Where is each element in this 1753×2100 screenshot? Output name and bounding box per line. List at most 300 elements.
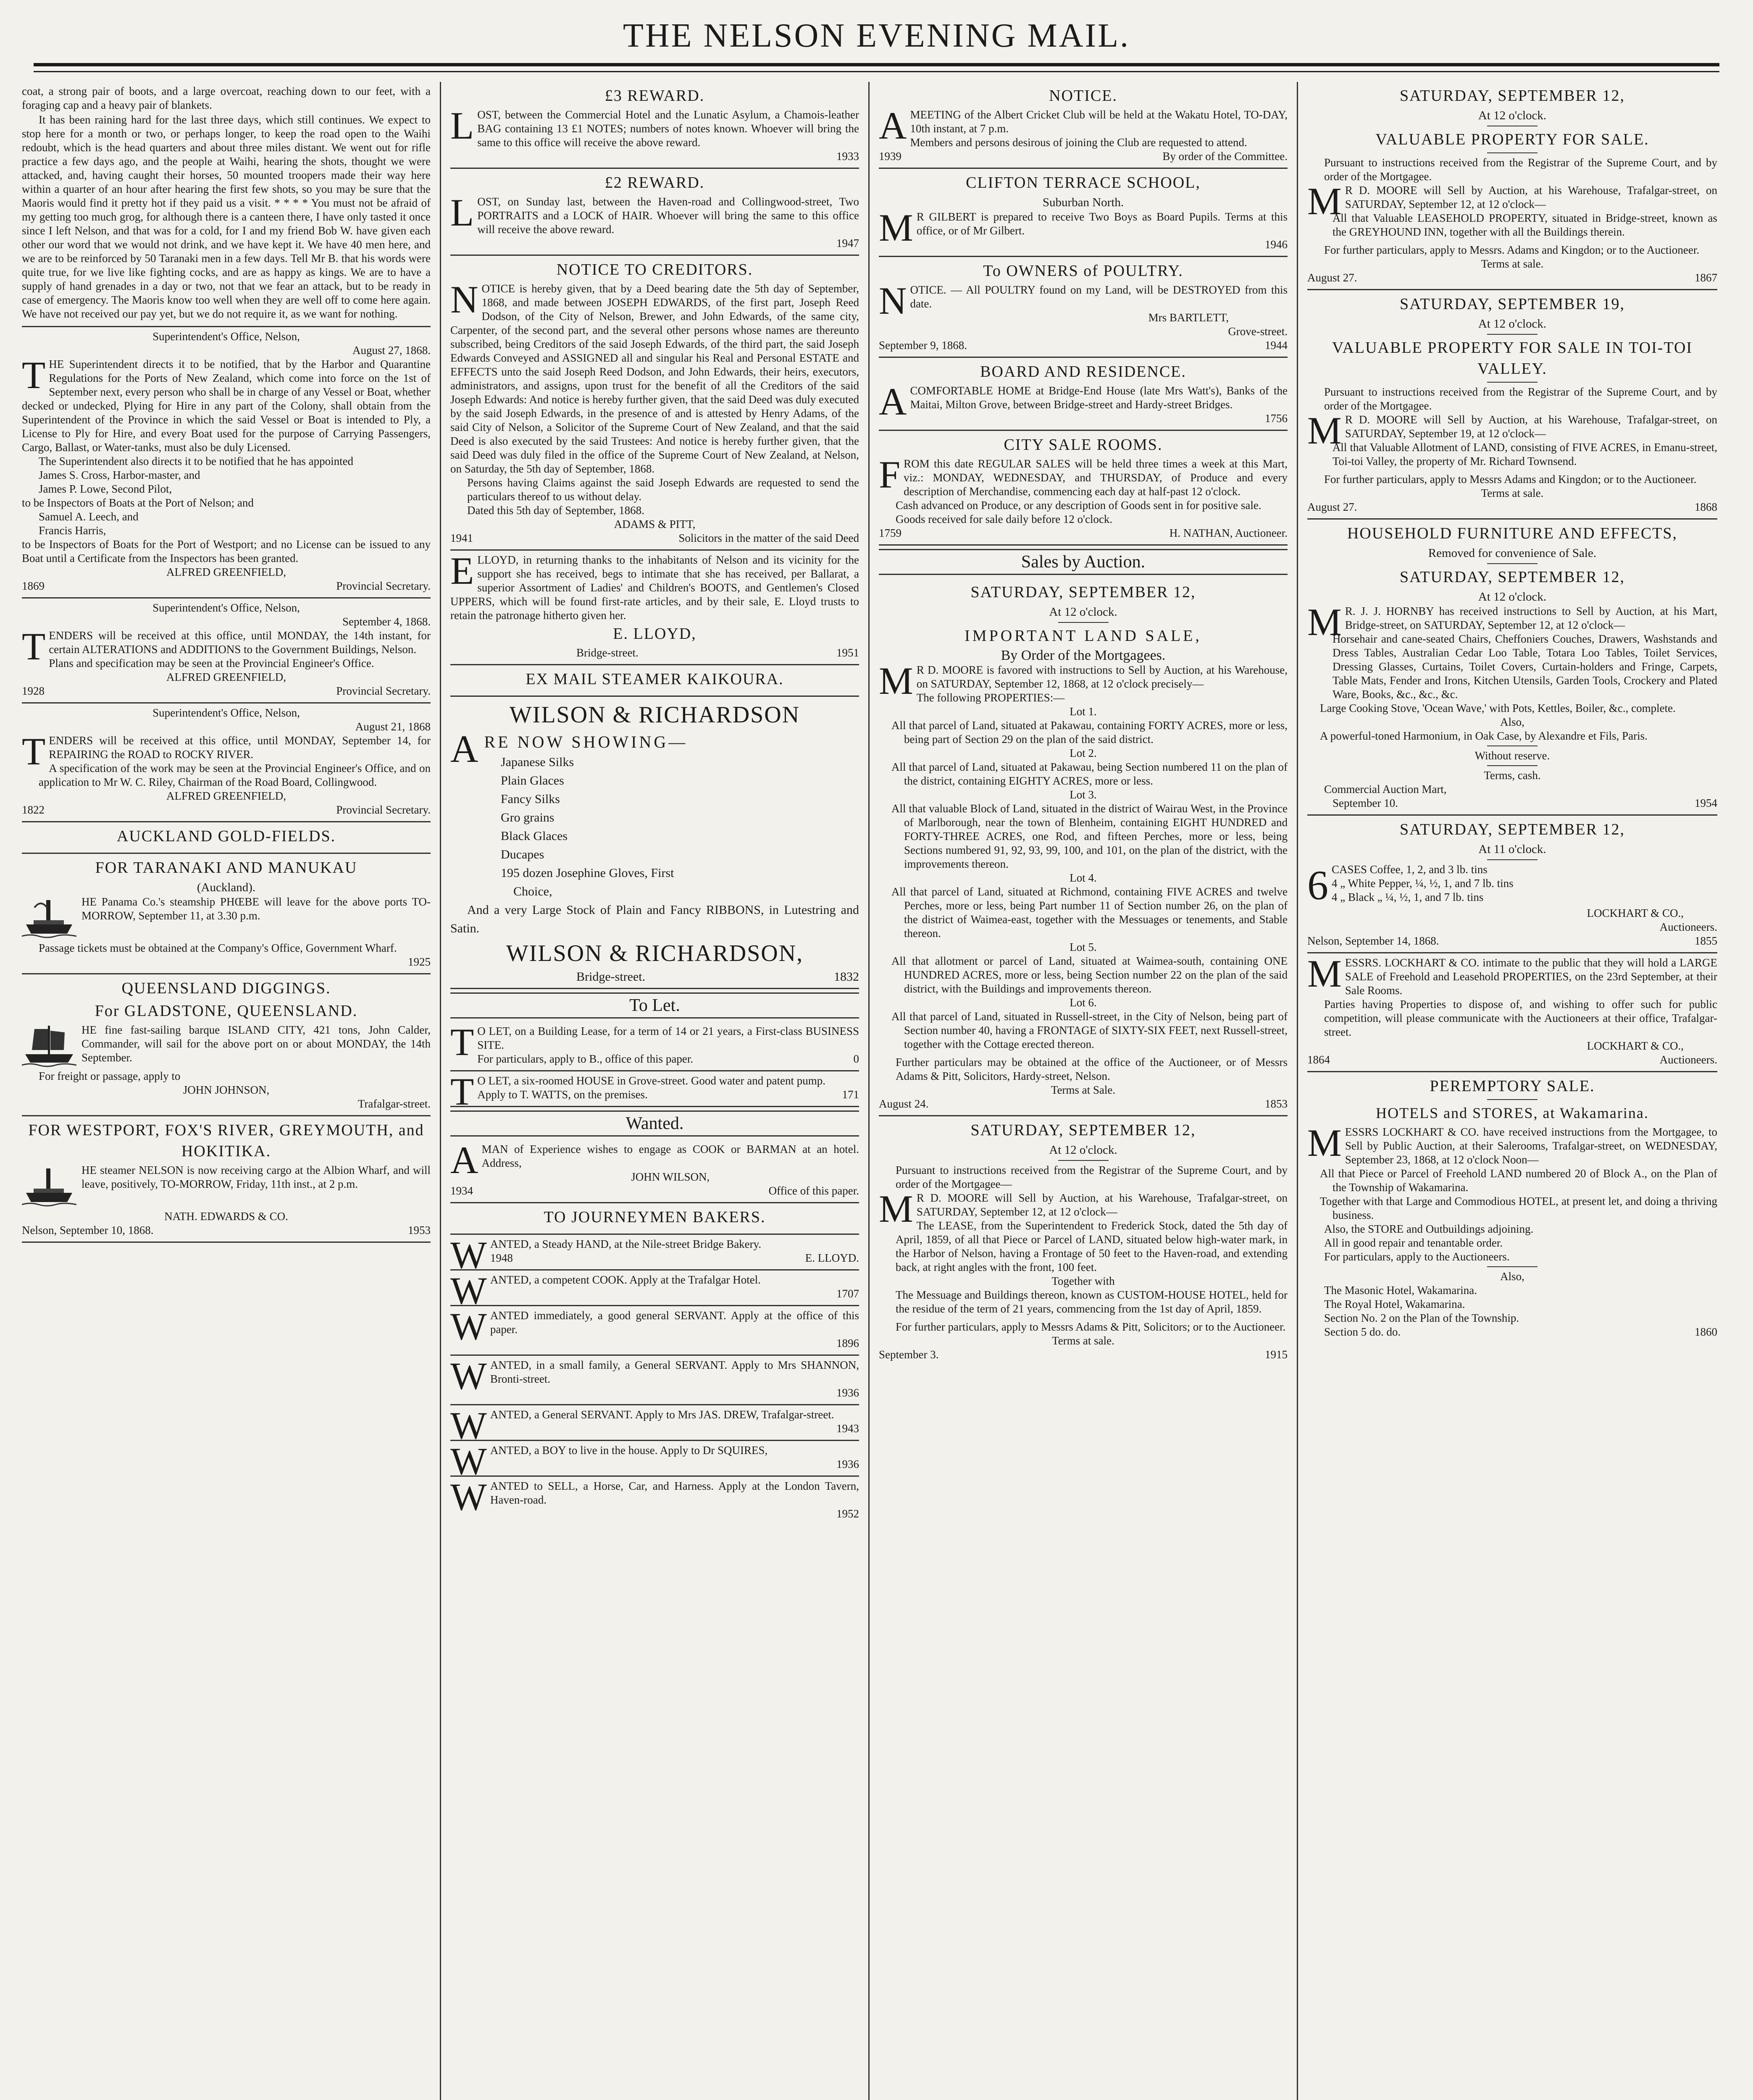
ad-body: For further particulars, apply to Messrs Adams & Pitt, Solicitors; or to the Auctioneer. <box>896 1320 1286 1333</box>
ad-heading: IMPORTANT LAND SALE, <box>965 627 1202 645</box>
ad-signer: LOCKHART & CO., <box>1587 907 1684 919</box>
dropcap: L <box>450 191 474 234</box>
ad-heading: NOTICE. <box>1049 87 1117 105</box>
ad-heading: VALUABLE PROPERTY FOR SALE. <box>1375 131 1649 148</box>
ad-terms: Terms, cash. <box>1484 769 1541 782</box>
ad-heading: AUCKLAND GOLD-FIELDS. <box>116 827 336 845</box>
dropcap: T <box>450 1021 474 1063</box>
divider <box>1487 382 1537 383</box>
ad-subheading: Removed for convenience of Sale. <box>1428 546 1597 560</box>
ad-body: HE steamer NELSON is now receiving cargo at the Albion Wharf, and will leave, positively, TO-MORROW, Friday, 11th inst., at 2 p.m. <box>81 1164 431 1190</box>
notice-name: Francis Harris, <box>39 524 106 537</box>
ad-date-heading: SATURDAY, SEPTEMBER 12, <box>970 583 1196 601</box>
lot-text: All that allotment or parcel of Land, situated at Waimea-south, containing ONE HUNDRED ACRES, more or less, being Section number 22 on the plan of the said district, with the Buildings and improvements thereon. <box>891 955 1288 995</box>
letter-paragraph: It has been raining hard for the last three days, which still continues. We expect to stop here for a month or two, or perhaps longer, to keep the road open to the Waihi redoubt, which is the head quarters and about three miles distant. We went out for rifle practice a few days ago, and the people at Waihi, hearing the shots, thought we were attacked, and, having caught their horses, 50 mounted troopers made their way here within a quarter of an hour after hearing the first few shots, so you may be sure that the Maoris would find it pretty hot if they paid us a visit. * * * * You must not be afraid of my getting too much grog, for although there is a canteen there, I have only tasted it once since I left Nelson, and that was for a cold, for I and my friend Bob W. have given each other our word that we would not drink, and we have kept it. We have 40 men here, and we are to be reinforced by 50 Taranaki men in a few days. Tell Mr B. that his words were quite true, for we live like fighting cocks, and are as happy as kings. We are to have a supply of hand grenades in a day or two, not that we fear an attack, but to be ready in case of emergency. The Maoris know too well when they are well off to come here again. We have not received our pay yet, but we do not require it, as we want for nothing. <box>22 113 431 320</box>
ad-item: The Royal Hotel, Wakamarina. <box>1324 1298 1465 1310</box>
ad-number: 1925 <box>408 956 431 968</box>
dropcap: F <box>879 453 901 496</box>
ad-date: August 27. <box>1307 271 1357 284</box>
lot-label: Lot 4. <box>1070 872 1097 884</box>
ad-date: August 24. <box>879 1097 929 1110</box>
wanted-ad-servant-3 <box>450 1404 859 1447</box>
dropcap: T <box>22 625 46 668</box>
greyhound-inn-ad <box>1307 82 1717 290</box>
ad-body: ANTED, in a small family, a General SERVANT. Apply to Mrs SHANNON, Bronti-street. <box>490 1359 859 1385</box>
dropcap: M <box>1307 409 1342 452</box>
ad-number: 1946 <box>1265 238 1288 251</box>
wanted-ad-cook <box>450 1140 859 1203</box>
land-sale-ad <box>879 578 1288 1116</box>
column-3 <box>870 82 1298 2100</box>
divider <box>1487 1099 1537 1100</box>
ad-date-heading: SATURDAY, SEPTEMBER 12, <box>1400 87 1625 105</box>
ad-body: All that Valuable LEASEHOLD PROPERTY, situated in Bridge-street, known as the GREYHOUND INN, together with all the Buildings therein. <box>1332 212 1717 238</box>
ad-body: Together with <box>1051 1275 1115 1287</box>
ad-heading: FOR WESTPORT, FOX'S RIVER, GREYMOUTH, and HOKITIKA. <box>28 1121 424 1160</box>
ad-body: ANTED, a competent COOK. Apply at the Trafalgar Hotel. <box>490 1273 761 1286</box>
ad-body: Also, <box>1500 1270 1524 1283</box>
ad-body: MEETING of the Albert Cricket Club will be held at the Wakatu Hotel, TO-DAY, 10th instant, at 7 p.m. <box>910 108 1288 135</box>
ad-number: 1941 <box>450 532 473 544</box>
ad-time: At 12 o'clock. <box>1478 590 1547 604</box>
ad-item: The Masonic Hotel, Wakamarina. <box>1324 1284 1477 1297</box>
ad-body: Horsehair and cane-seated Chairs, Cheffoniers Couches, Drawers, Washstands and Dress Tables, Australian Cedar Loo Table, Totara Loo Tables, Toilet Services, Dressing Glasses, Curtains, Toilet Covers, Curtain-holders and Fringe, Carpets, Table Mats, Fender and Irons, Kitchen Utensils, Garden Tools, Crockery and Plated Ware, Books, &c., &c., &c. <box>1332 633 1717 701</box>
wanted-ad-servant-2 <box>450 1356 859 1405</box>
lot-label: Lot 1. <box>1070 705 1097 718</box>
dropcap: W <box>450 1234 487 1276</box>
divider <box>1487 563 1537 564</box>
ad-number: 1864 <box>1307 1053 1330 1066</box>
ad-time: At 11 o'clock. <box>1478 843 1546 856</box>
ad-number: 1936 <box>836 1386 859 1399</box>
lot-label: Lot 3. <box>1070 788 1097 801</box>
list-item: Black Glaces <box>501 829 568 843</box>
ad-body: For freight or passage, apply to <box>39 1070 181 1082</box>
ad-number: 1860 <box>1695 1326 1717 1338</box>
ad-number: 1948 <box>490 1252 513 1264</box>
ad-signer: E. LLOYD. <box>805 1252 859 1264</box>
ad-number: 1853 <box>1265 1097 1288 1110</box>
divider <box>1487 152 1537 153</box>
ad-date: September 3. <box>879 1348 939 1361</box>
bakers-heading <box>450 1203 859 1235</box>
notice-office: Superintendent's Office, Nelson, <box>152 601 300 614</box>
section-heading-wanted: Wanted. <box>450 1110 859 1137</box>
lockhart-sale-ad <box>1307 953 1717 1072</box>
ad-body: ANTED to SELL, a Horse, Car, and Harness. Apply at the London Tavern, Haven-road. <box>490 1480 859 1506</box>
ad-heading: HOTELS and STORES, at Wakamarina. <box>1376 1105 1649 1121</box>
ad-date: Nelson, September 14, 1868. <box>1307 934 1439 947</box>
lot-text: All that parcel of Land, situated in Russell-street, in the City of Nelson, being part of Section number 40, having a FRONTAGE of SIXTY-SIX FEET, next Russell-street, together with the Cottage erected thereon. <box>891 1010 1288 1050</box>
ad-signer: ADAMS & PITT, <box>614 518 696 530</box>
ad-body: OTICE. — All POULTRY found on my Land, will be DESTROYED from this date. <box>910 284 1288 310</box>
ad-body: OST, between the Commercial Hotel and the Lunatic Asylum, a Chamois-leather BAG containing 13 £1 NOTES; numbers of notes known. Whoever will bring the same to this office will receive the above reward. <box>477 108 859 149</box>
notice-role: Provincial Secretary. <box>336 580 431 592</box>
ad-number: 1832 <box>834 970 859 984</box>
city-sale-rooms-ad <box>879 431 1288 546</box>
ad-time: At 12 o'clock. <box>1478 109 1547 122</box>
ad-number: 1936 <box>836 1458 859 1470</box>
ad-body: Pursuant to instructions received from the Registrar of the Supreme Court, and by order of the Mortgagee. <box>1324 386 1717 412</box>
ad-terms: Terms at sale. <box>1481 257 1544 270</box>
ad-body: COMFORTABLE HOME at Bridge-End House (late Mrs Watt's), Banks of the Maitai, Milton Grove, between Bridge-street and Hardy-street Bridges. <box>910 384 1288 411</box>
ad-number: 1947 <box>836 237 859 249</box>
list-item: Plain Glaces <box>501 774 564 788</box>
ad-item: CASES Coffee, 1, 2, and 3 lb. tins <box>1332 863 1488 876</box>
notice-signer: ALFRED GREENFIELD, <box>166 566 286 578</box>
ad-time: At 12 o'clock. <box>1049 1143 1117 1157</box>
toi-toi-ad <box>1307 290 1717 520</box>
coffee-pepper-ad <box>1307 816 1717 953</box>
notice-body: ENDERS will be received at this office, until MONDAY, September 14, for REPAIRING the ROAD to ROCKY RIVER. <box>49 734 431 761</box>
dropcap: A <box>879 380 907 423</box>
ad-body: Without reserve. <box>1474 749 1550 762</box>
ad-signer: WILSON & RICHARDSON, <box>506 940 804 966</box>
letter-paragraph: coat, a strong pair of boots, and a large overcoat, reaching down to our feet, with a foraging cap and a heavy pair of blankets. <box>22 85 431 111</box>
ad-body: Together with that Large and Commodious HOTEL, at present let, and doing a thriving business. <box>1320 1195 1717 1221</box>
dropcap-numeral: 6 <box>1307 862 1328 908</box>
dropcap: M <box>1307 1121 1342 1164</box>
ad-body: All that Valuable Allotment of LAND, consisting of FIVE ACRES, in Emanu-street, Toi-toi Valley, the property of Mr. Richard Townsend. <box>1332 441 1717 467</box>
ad-place: Bridge-street. <box>576 970 646 984</box>
tenders-notice <box>22 598 431 704</box>
ad-number: 1952 <box>836 1507 859 1520</box>
ad-body: Passage tickets must be obtained at the Company's Office, Government Wharf. <box>39 942 397 954</box>
ad-signer: LOCKHART & CO., <box>1587 1040 1684 1052</box>
ad-heading: VALUABLE PROPERTY FOR SALE IN TOI-TOI VALLEY. <box>1332 339 1693 378</box>
sailing-ship-woodcut-icon <box>22 1023 76 1069</box>
wanted-ad-boy <box>450 1440 859 1483</box>
ad-body: All in good repair and tenantable order. <box>1324 1236 1503 1249</box>
ad-body: The LEASE, from the Superintendent to Frederick Stock, dated the 5th day of April, 1859, of all that Piece or Parcel of LAND, situated below high-water mark, in the Harbor of Nelson, having a Frontage of 50 feet to the Haven-road, and extending back, at right angles with the front, 100 feet. <box>896 1219 1288 1273</box>
ad-number: 1756 <box>1265 412 1288 425</box>
ad-terms: Terms at Sale. <box>1051 1084 1116 1096</box>
ad-heading: £3 REWARD. <box>604 87 705 105</box>
ad-heading: TO JOURNEYMEN BAKERS. <box>544 1208 766 1226</box>
dropcap: M <box>1307 601 1342 643</box>
lot-text: All that parcel of Land, situated at Richmond, containing FIVE ACRES and twelve Perches, more or less, being Part number 11 of Section number 26, on the plan of the district of Waimea-east, together with the Messuages or tenements, and Stable thereon. <box>891 885 1288 940</box>
harbor-notice <box>22 327 431 598</box>
list-item: Choice, <box>513 885 552 898</box>
column-4 <box>1298 82 1727 2100</box>
ad-body: ESSRS LOCKHART & CO. have received instructions from the Mortgagee, to Sell by Public Auction, at their Salerooms, Trafalgar-street, on WEDNESDAY, September 23, 1868, at 12 o'clock Noon— <box>1345 1126 1717 1166</box>
ad-heading: CLIFTON TERRACE SCHOOL, <box>966 174 1201 192</box>
ad-body: ANTED, a Steady HAND, at the Nile-street Bridge Bakery. <box>490 1238 762 1250</box>
ad-body: LLOYD, in returning thanks to the inhabitants of Nelson and its vicinity for the support she has received, begs to intimate that she has received, per Ballarat, a superior Assortment of Ladies' and Children's BOOTS, and Gentlemen's Closed UPPERS, which will be found first-rate articles, and by their sale, E. Lloyd trusts to retain the patronage hitherto given her. <box>450 554 859 622</box>
ad-number: 1855 <box>1695 934 1717 947</box>
newspaper-title: THE NELSON EVENING MAIL. <box>623 17 1130 54</box>
notice-body: ENDERS will be received at this office, until MONDAY, the 14th instant, for certain ALTERATIONS and ADDITIONS to the Government Buildings, Nelson. <box>49 629 431 656</box>
ad-body: A powerful-toned Harmonium, in Oak Case, by Alexandre et Fils, Paris. <box>1320 730 1648 742</box>
ad-number: 1944 <box>1265 339 1288 352</box>
steamship-woodcut-icon <box>22 1163 76 1210</box>
ad-role: Auctioneers. <box>1659 1053 1717 1066</box>
divider <box>1487 334 1537 335</box>
section-heading-auction: Sales by Auction. <box>879 549 1288 575</box>
creditors-notice <box>450 256 859 551</box>
ad-body: MAN of Experience wishes to engage as COOK or BARMAN at an hotel. Address, <box>481 1143 859 1169</box>
divider <box>1058 622 1109 623</box>
ad-heading: PEREMPTORY SALE. <box>1430 1077 1595 1095</box>
ad-signer: NATH. EDWARDS & CO. <box>164 1210 288 1223</box>
ad-date: Nelson, September 10, 1868. <box>22 1224 154 1236</box>
ad-number: 171 <box>842 1088 859 1101</box>
ad-heading: FOR TARANAKI AND MANUKAU <box>95 859 357 877</box>
ad-body: Also, the STORE and Outbuildings adjoining. <box>1324 1223 1534 1235</box>
ad-body: R GILBERT is prepared to receive Two Boys as Board Pupils. Terms at this office, or of Mr Gilbert. <box>916 210 1288 237</box>
poultry-notice <box>879 257 1288 358</box>
ad-body: For further particulars, apply to Messrs. Adams and Kingdon; or to the Auctioneer. <box>1324 244 1700 256</box>
ad-body: Apply to T. WATTS, on the premises. <box>477 1088 648 1101</box>
dropcap: M <box>1307 180 1342 223</box>
ad-body: Cash advanced on Produce, or any description of Goods sent in for positive sale. <box>896 499 1262 512</box>
ad-place: Bridge-street. <box>576 646 639 659</box>
ad-signer: Mrs BARTLETT, <box>1148 311 1229 324</box>
ad-item: 4 „ White Pepper, ¼, ½, 1, and 7 lb. tins <box>1332 877 1514 890</box>
ad-body: Parties having Properties to dispose of, and wishing to offer such for public competition, will please communicate with the Auctioneers at their office, Trafalgar-street. <box>1324 998 1717 1038</box>
dropcap: A <box>450 1139 478 1181</box>
ad-subheading: (Auckland). <box>197 881 256 894</box>
ad-terms: Terms at sale. <box>1052 1334 1114 1347</box>
ad-body: Dated this 5th day of September, 1868. <box>467 504 644 517</box>
ad-body: HE fine fast-sailing barque ISLAND CITY, 421 tons, John Calder, Commander, will sail for the above port on or about MONDAY, the 14th September. <box>81 1024 431 1064</box>
notice-signer: ALFRED GREENFIELD, <box>166 671 286 683</box>
lloyd-ad <box>450 551 859 665</box>
ad-body: Members and persons desirous of joining the Club are requested to attend. <box>910 136 1247 149</box>
ad-heading: £2 REWARD. <box>604 174 705 192</box>
ad-body: For further particulars, apply to Messrs Adams and Kingdon; or to the Auctioneer. <box>1324 473 1697 486</box>
ad-body: ANTED, a BOY to live in the house. Apply to Dr SQUIRES, <box>490 1444 768 1457</box>
ad-heading: WILSON & RICHARDSON <box>509 702 800 728</box>
ad-number: 1939 <box>879 150 901 163</box>
notice-body: Plans and specification may be seen at the Provincial Engineer's Office. <box>49 657 374 669</box>
ad-place: Office of this paper. <box>768 1184 859 1197</box>
ad-item: 4 „ Black „ ¼, ½, 1, and 7 lb. tins <box>1332 891 1484 903</box>
ad-date-heading: SATURDAY, SEPTEMBER 12, <box>1400 821 1625 838</box>
lot-label: Lot 5. <box>1070 941 1097 953</box>
ad-body: R D. MOORE is favored with instructions to Sell by Auction, at his Warehouse, on SATURDAY, September 12, 1868, at 12 o'clock precisely— <box>916 664 1288 690</box>
ad-heading: For GLADSTONE, QUEENSLAND. <box>95 1002 358 1020</box>
ad-body: O LET, on a Building Lease, for a term of 14 or 21 years, a First-class BUSINESS SITE. <box>477 1025 859 1051</box>
ad-body: R D. MOORE will Sell by Auction, at his Warehouse, Trafalgar-street, on SATURDAY, September 12, at 12 o'clock— <box>916 1192 1288 1218</box>
reward-ad-2 <box>450 169 859 256</box>
divider <box>1058 1160 1109 1161</box>
notice-body: HE Superintendent directs it to be notified, that by the Harbor and Quarantine Regulations for the Ports of New Zealand, which come into force on the 1st of September next, every person who shall be in charge of any Vessel or Boat, whether decked or undecked, Plying for Hire in any part of the Colony, shall obtain from the Superintendent of the Province in which the said Vessel or Boat is intended to Ply, a License to Ply for Hire, and every Boat used for the purpose of Carrying Passengers, Cargo, Ballast, or Water-tanks, must also be duly Licensed. <box>22 358 431 454</box>
ad-body: O LET, a six-roomed HOUSE in Grove-street. Good water and patent pump. <box>477 1074 825 1087</box>
lot-text: All that parcel of Land, situated at Pakawau, being Section numbered 11 on the plan of the district, containing EIGHTY ACRES, more or less. <box>891 761 1288 787</box>
dropcap: A <box>450 727 481 770</box>
dropcap: M <box>879 1187 913 1230</box>
ad-body: ROM this date REGULAR SALES will be held three times a week at this Mart, viz.: MONDAY, WEDNESDAY, and THURSDAY, of Produce and every description of Merchandise, commencing each day at half-past 12 o'clock. <box>904 457 1288 498</box>
ad-number: 1759 <box>879 527 901 539</box>
goldfields-heading <box>22 822 431 854</box>
ad-time: At 12 o'clock. <box>1049 605 1117 619</box>
wilson-richardson-ad <box>450 697 859 989</box>
notice-name: Samuel A. Leech, and <box>39 510 139 523</box>
ad-date-heading: SATURDAY, SEPTEMBER 12, <box>1400 568 1625 586</box>
cricket-notice <box>879 82 1288 169</box>
ad-body: OST, on Sunday last, between the Haven-road and Collingwood-street, Two PORTRAITS and a LOCK of HAIR. Whoever will bring the same to this office will receive the above reward. <box>477 195 859 236</box>
column-1 <box>13 82 441 2100</box>
ad-date: September 9, 1868. <box>879 339 967 352</box>
ad-place: Grove-street. <box>1228 325 1288 338</box>
ad-role: By order of the Committee. <box>1162 150 1288 163</box>
divider <box>1487 859 1537 860</box>
ad-date-heading: SATURDAY, SEPTEMBER 19, <box>1400 295 1625 313</box>
ad-number: 1868 <box>1695 501 1717 513</box>
reward-ad-1 <box>450 82 859 169</box>
ad-number: 1951 <box>836 646 859 659</box>
notice-date: August 21, 1868 <box>355 720 431 733</box>
lot-text: All that parcel of Land, situated at Pakawau, containing FORTY ACRES, more or less, being part of Section 29 on the plan of the said district. <box>891 719 1288 746</box>
ad-subheading: By Order of the Mortgagees. <box>1001 648 1166 663</box>
dropcap: A <box>879 104 907 147</box>
ad-number: 1934 <box>450 1184 473 1197</box>
ad-place: Commercial Auction Mart, <box>1324 783 1447 795</box>
ad-body: ANTED immediately, a good general SERVANT. Apply at the office of this paper. <box>490 1309 859 1336</box>
dropcap: T <box>22 354 46 396</box>
notice-signer: ALFRED GREENFIELD, <box>166 790 286 802</box>
ad-heading: HOUSEHOLD FURNITURE AND EFFECTS, <box>1347 525 1678 542</box>
dropcap: M <box>879 659 913 702</box>
ad-terms: Terms at sale. <box>1481 487 1544 499</box>
kaikoura-heading <box>450 665 859 697</box>
notice-body: to be Inspectors of Boats at the Port of Nelson; and <box>22 496 254 509</box>
ad-body: Large Cooking Stove, 'Ocean Wave,' with Pots, Kettles, Boiler, &c., complete. <box>1320 702 1676 714</box>
ad-time: At 12 o'clock. <box>1478 317 1547 331</box>
dropcap: W <box>450 1475 487 1518</box>
custom-house-hotel-ad <box>879 1116 1288 1366</box>
ad-signer: JOHN JOHNSON, <box>183 1084 270 1096</box>
notice-name: James S. Cross, Harbor-master, and <box>39 469 200 481</box>
ad-place: Trafalgar-street. <box>357 1097 431 1110</box>
ad-number: 1707 <box>836 1287 859 1300</box>
ad-body: Also, <box>1500 716 1524 728</box>
ad-body: R D. MOORE will Sell by Auction, at his Warehouse, Trafalgar-street, on SATURDAY, September 19, at 12 o'clock— <box>1345 413 1717 440</box>
ad-heading: CITY SALE ROOMS. <box>1004 436 1163 454</box>
notice-role: Provincial Secretary. <box>336 803 431 816</box>
ad-body: HE Panama Co.'s steamship PHŒBE will leave for the above ports TO-MORROW, September 11, at 3.30 p.m. <box>81 895 431 922</box>
dropcap: L <box>450 104 474 147</box>
furniture-ad <box>1307 520 1717 816</box>
dropcap: W <box>450 1305 487 1348</box>
ad-body: The Messuage and Buildings thereon, known as CUSTOM-HOUSE HOTEL, held for the residue of the term of 21 years, commencing from the 1st day of April, 1859. <box>896 1289 1288 1315</box>
dropcap: W <box>450 1404 487 1447</box>
ad-number: 1933 <box>836 150 859 163</box>
taranaki-ad <box>22 854 431 974</box>
list-item: Japanese Silks <box>501 755 574 769</box>
ad-heading: QUEENSLAND DIGGINGS. <box>121 979 331 997</box>
ad-body: For particulars, apply to B., office of this paper. <box>477 1053 694 1065</box>
notice-body: to be Inspectors of Boats for the Port of Westport; and no License can be issued to any Boat until a Certificate from the Inspectors has been granted. <box>22 538 431 564</box>
dropcap: W <box>450 1440 487 1483</box>
dropcap: T <box>22 730 46 773</box>
ad-body: R D. MOORE will Sell by Auction, at his Warehouse, Trafalgar-street, on SATURDAY, September 12, at 12 o'clock— <box>1345 184 1717 210</box>
ad-heading: EX MAIL STEAMER KAIKOURA. <box>526 670 784 688</box>
divider <box>1487 1266 1537 1267</box>
ad-date: August 27. <box>1307 501 1357 513</box>
lot-label: Lot 6. <box>1070 996 1097 1009</box>
column-2 <box>441 82 870 2100</box>
list-item: Ducapes <box>501 848 544 861</box>
section-heading-to-let: To Let. <box>450 992 859 1018</box>
ad-number: 1954 <box>1695 797 1717 809</box>
ad-body: Goods received for sale daily before 12 o'clock. <box>896 513 1113 525</box>
dropcap: W <box>450 1354 487 1397</box>
school-ad <box>879 169 1288 257</box>
notice-body: A specification of the work may be seen at the Provincial Engineer's Office, and on application to Mr W. C. Riley, Chairman of the Road Board, Collingwood. <box>39 762 431 788</box>
steamship-woodcut-icon <box>22 895 76 941</box>
ad-number: 1869 <box>22 580 45 592</box>
queensland-ad <box>22 974 431 1116</box>
ad-subheading: Suburban North. <box>1042 196 1124 209</box>
notice-role: Provincial Secretary. <box>336 685 431 697</box>
to-let-ad-1 <box>450 1022 859 1071</box>
dropcap: W <box>450 1269 487 1312</box>
ad-signer: H. NATHAN, Auctioneer. <box>1169 527 1288 539</box>
ad-body: Pursuant to instructions received from the Registrar of the Supreme Court, and by order of the Mortgagee— <box>896 1164 1288 1190</box>
road-tenders-notice <box>22 704 431 822</box>
columns <box>13 82 1740 2100</box>
masthead-rule <box>34 63 1719 72</box>
dropcap: E <box>450 549 474 592</box>
ad-number: 1822 <box>22 803 45 816</box>
ad-number: 1867 <box>1695 271 1717 284</box>
lot-text: All that valuable Block of Land, situated in the district of Wairau West, in the Province of Marlborough, near the town of Blenheim, containing EIGHT HUNDRED and FORTY-THREE ACRES, one Rod, and fifteen Perches, more or less, being Sections numbered 91, 92, 93, 99, 100, and 101, on the plan of the district, with the improvements thereon. <box>891 802 1288 870</box>
ad-body: For particulars, apply to the Auctioneers. <box>1324 1250 1510 1263</box>
ad-number: 1915 <box>1265 1348 1288 1361</box>
ad-body: ANTED, a General SERVANT. Apply to Mrs JAS. DREW, Trafalgar-street. <box>490 1408 834 1421</box>
ad-body: Pursuant to instructions received from the Registrar of the Supreme Court, and by order of the Mortgagee. <box>1324 156 1717 183</box>
board-residence-ad <box>879 358 1288 431</box>
notice-office: Superintendent's Office, Nelson, <box>152 330 300 343</box>
notice-name: James P. Lowe, Second Pilot, <box>39 483 172 495</box>
ad-number: 1943 <box>836 1422 859 1435</box>
ad-body: OTICE is hereby given, that by a Deed bearing date the 5th day of September, 1868, and made between JOSEPH EDWARDS, of the first part, Joseph Reed Dodson, of the City of Nelson, Brewer, and John Edwards, of the same city, Carpenter, of the second part, and the several other persons whose names are thereunto subscribed, being Creditors of the said Joseph Edwards, of the third part, the said Joseph Edwards Conveyed and ASSIGNED all and singular his Real and Personal ESTATE and EFFECTS unto the said Joseph Reed Dodson, and John Edwards, their heirs, executors, administrators, and assigns, upon trust for the benefit of all the Creditors of the said Joseph Edwards: And notice is hereby further given, that the said Deed was duly executed by the said Joseph Edwards, in the presence of and is attested by Henry Adams, of the said City of Nelson, a Solicitor of the Supreme Court of New Zealand, and that the said Deed is also executed by the said Trustees: And notice is hereby further given, that the said Deed was duly filed in the office of the Supreme Court of New Zealand, at Nelson, on Saturday, the 5th day of September, 1868. <box>450 282 859 475</box>
dropcap: M <box>1307 952 1342 995</box>
ad-heading: BOARD AND RESIDENCE. <box>980 363 1186 381</box>
ad-number: 0 <box>853 1053 859 1065</box>
dropcap: N <box>450 278 478 321</box>
ad-body: All that Piece or Parcel of Freehold LAND numbered 20 of Block A., on the Plan of the Township of Wakamarina. <box>1320 1167 1717 1194</box>
dropcap: T <box>450 1070 474 1113</box>
ad-date: September 10. <box>1332 797 1398 809</box>
ad-item: Section No. 2 on the Plan of the Township. <box>1324 1312 1519 1324</box>
ad-showing: RE NOW SHOWING— <box>484 732 688 751</box>
ad-signer: E. LLOYD, <box>613 625 696 643</box>
wanted-ad-cook-2 <box>450 1269 859 1312</box>
ad-body: The following PROPERTIES:— <box>916 691 1065 704</box>
list-item: 195 dozen Josephine Gloves, First <box>501 866 674 880</box>
ad-item: Section 5 do. do. <box>1324 1326 1401 1338</box>
ad-body: Persons having Claims against the said Joseph Edwards are requested to send the particulars thereof to us without delay. <box>467 476 859 503</box>
dropcap: N <box>879 279 907 322</box>
dropcap: M <box>879 206 913 249</box>
westport-ad <box>22 1116 431 1243</box>
to-let-ad-2 <box>450 1070 859 1113</box>
ad-role: Auctioneers. <box>1659 921 1717 933</box>
notice-date: August 27, 1868. <box>352 344 431 357</box>
wanted-ad-horse <box>450 1477 859 1525</box>
letter-article <box>22 82 431 327</box>
notice-body: The Superintendent also directs it to be notified that he has appointed <box>39 455 354 467</box>
ad-number: 1953 <box>408 1224 431 1236</box>
lot-label: Lot 2. <box>1070 747 1097 759</box>
ad-body: R. J. J. HORNBY has received instructions to Sell by Auction, at his Mart, Bridge-street, on SATURDAY, September 12, at 12 o'clock— <box>1345 605 1717 631</box>
ad-date-heading: SATURDAY, SEPTEMBER 12, <box>970 1121 1196 1139</box>
list-item: Gro grains <box>501 811 555 824</box>
list-item: Fancy Silks <box>501 792 560 806</box>
